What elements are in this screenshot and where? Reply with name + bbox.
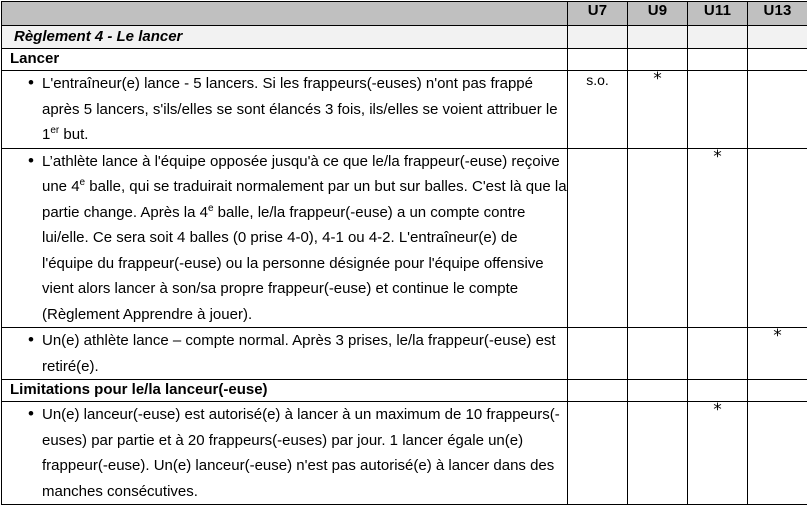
mark-cell-u11 [688,148,748,328]
mark-cell-u11 [688,402,748,505]
subheading-title-limitations: Limitations pour le/la lanceur(-euse) [2,380,567,398]
subheading-limitations-cell-u7 [568,380,628,402]
bullet-cell [2,148,568,328]
table-row [2,71,807,149]
mark-cell-u11 [688,71,748,149]
bullet-superscript-2: e [208,203,214,214]
subheading-row-lancer [2,49,807,71]
mark-cell-u13 [748,148,807,328]
list-item [2,149,567,328]
mark-cell-u9 [628,328,688,380]
subheading-limitations-cell-u13 [748,380,807,402]
mark-cell-u11 [688,328,748,380]
table-row [2,328,807,380]
header-cell-u9: U9 [628,2,688,26]
subheading-lancer-cell-u7 [568,49,628,71]
bullet-list [2,71,567,148]
mark-cell-u13 [748,402,807,505]
section-title-cell [2,26,568,49]
bullet-text-pre: Un(e) lanceur(-euse) est autorisé(e) à lancer à un maximum de 10 frappeurs(-euses) par partie et à 20 frappeurs(-euses) par jour. 1 lancer égale un(e) frappeur(-euse). Un(e) lanceur(-euse) n'est pas autorisé(e) à lancer dans des manches consécutives. [42,406,560,500]
header-cell-u11: U11 [688,2,748,26]
subheading-cell-limitations [2,380,568,402]
list-item [2,328,567,379]
mark-cell-u7 [568,71,628,149]
section-cell-u13 [748,26,807,49]
bullet-cell [2,328,568,380]
mark-cell-u9 [628,402,688,505]
section-title-row [2,26,807,49]
bullet-text-pre: L'entraîneur(e) lance - 5 lancers. Si les frappeurs(-euses) n'ont pas frappé après 5 lancers, s'ils/elles se sont élancés 3 fois, ils/elles se voient attribuer le 1 [42,75,558,143]
mark-cell-u9 [628,71,688,149]
header-cell-label [2,2,568,26]
section-cell-u7 [568,26,628,49]
list-item [2,71,567,148]
table-row [2,148,807,328]
subheading-row-limitations [2,380,807,402]
mark-cell-u7 [568,148,628,328]
mark-value-u11: * [713,149,722,166]
bullet-superscript: er [50,125,59,136]
mark-value-u13: * [773,328,782,345]
mark-cell-u7 [568,402,628,505]
bullet-text-post: but. [59,126,88,143]
table-row [2,402,807,505]
subheading-lancer-cell-u11 [688,49,748,71]
subheading-lancer-cell-u9 [628,49,688,71]
mark-cell-u13 [748,328,807,380]
subheading-title-lancer: Lancer [2,49,567,67]
mark-value-u11: * [713,402,722,419]
mark-cell-u7 [568,328,628,380]
subheading-limitations-cell-u11 [688,380,748,402]
section-cell-u9 [628,26,688,49]
rules-table [1,1,807,505]
section-title: Règlement 4 - Le lancer [2,26,567,45]
bullet-list [2,149,567,328]
table-header-row [2,2,807,26]
bullet-cell [2,402,568,505]
subheading-cell-lancer [2,49,568,71]
header-cell-u7: U7 [568,2,628,26]
bullet-list [2,328,567,379]
bullet-superscript: e [80,177,86,188]
mark-value-u7: s.o. [586,71,609,89]
section-cell-u11 [688,26,748,49]
subheading-lancer-cell-u13 [748,49,807,71]
mark-value-u9: * [653,71,662,88]
mark-cell-u9 [628,148,688,328]
bullet-text-post: balle, le/la frappeur(-euse) a un compte contre lui/elle. Ce sera soit 4 balles (0 prise 4-0), 4-1 ou 4-2. L'entraîneur(e) de l'équipe du frappeur(-euse) ou la personne désignée pour l'équipe offensive vient alors lancer à son/sa propre frappeur(-euse) et continue le compte (Règlement Apprendre à jouer). [42,204,544,323]
subheading-limitations-cell-u9 [628,380,688,402]
bullet-cell [2,71,568,149]
bullet-text-pre: Un(e) athlète lance – compte normal. Après 3 prises, le/la frappeur(-euse) est retiré(e). [42,332,556,375]
bullet-text-mid: balle, qui se traduirait normalement par un but sur balles. C'est là que la partie change. Après la 4 [42,178,567,221]
mark-cell-u13 [748,71,807,149]
bullet-text-pre: L’athlète lance à l'équipe opposée jusqu'à ce que le/la frappeur(-euse) reçoive une 4 [42,153,560,196]
header-cell-u13: U13 [748,2,807,26]
